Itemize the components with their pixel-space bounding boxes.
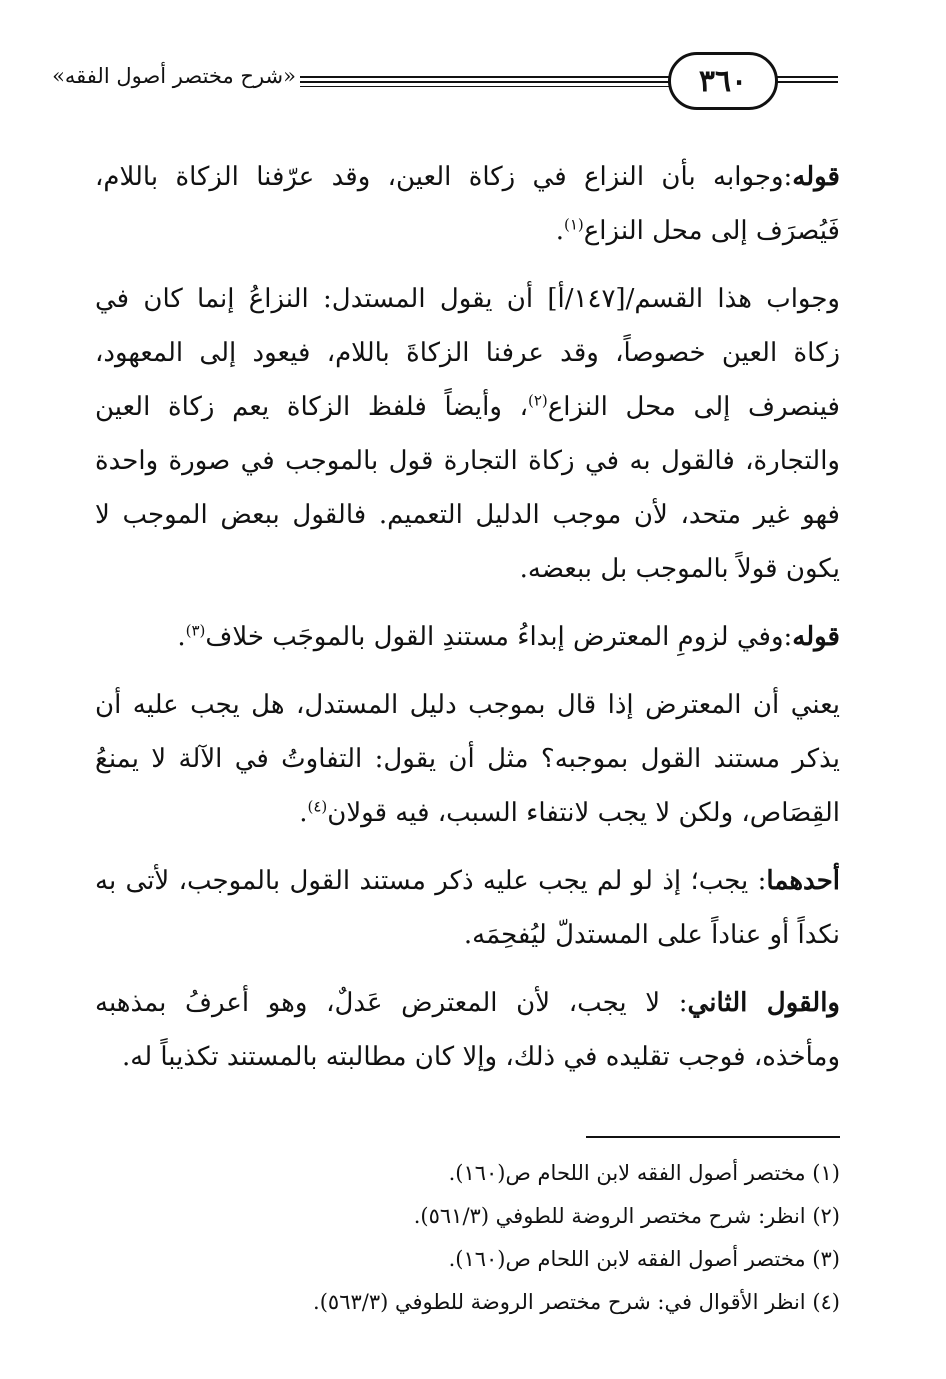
paragraph-lead: قوله bbox=[792, 622, 840, 652]
page-header bbox=[0, 48, 946, 128]
paragraph-text: : يجب؛ إذ لو لم يجب عليه ذكر مستند القول بالموجب، لأتى به نكداً أو عناداً على المستدلّ ليُفحِمَه. bbox=[95, 866, 840, 950]
paragraph-text: :وجوابه بأن النزاع في زكاة العين، وقد عرّفنا الزكاة باللام، فَيُصرَف إلى محل النزاع bbox=[95, 162, 840, 246]
footnote-ref: (٢) bbox=[527, 391, 548, 410]
main-text bbox=[95, 150, 840, 1098]
paragraph bbox=[95, 976, 840, 1084]
page-number-oval bbox=[668, 52, 778, 110]
paragraph bbox=[95, 678, 840, 840]
header-rule bbox=[300, 81, 670, 83]
paragraph-text: يعني أن المعترض إذا قال بموجب دليل المستدل، هل يجب عليه أن يذكر مستند القول بموجبه؟ مثل أن يقول: التفاوتُ في الآلة لا يمنعُ القِصَاص، ولكن لا يجب لانتفاء السبب، فيه قولان bbox=[95, 690, 840, 828]
paragraph-text: : لا يجب، لأن المعترض عَدلٌ، وهو أعرفُ بمذهبه ومأخذه، فوجب تقليده في ذلك، وإلا كان مطالبته بالمستند تكذيباً له. bbox=[95, 988, 840, 1072]
paragraph-lead: قوله bbox=[792, 162, 840, 192]
paragraph bbox=[95, 854, 840, 962]
footnote-separator bbox=[586, 1136, 840, 1138]
running-title: «شرح مختصر أصول الفقه» bbox=[52, 64, 296, 88]
footnote: (١) مختصر أصول الفقه لابن اللحام ص(١٦٠). bbox=[448, 1161, 840, 1185]
paragraph-tail: . bbox=[177, 622, 186, 652]
footnotes bbox=[95, 1152, 840, 1324]
header-rule bbox=[300, 86, 670, 87]
paragraph bbox=[95, 610, 840, 664]
header-rule bbox=[772, 76, 838, 78]
footnote: (٣) مختصر أصول الفقه لابن اللحام ص(١٦٠). bbox=[448, 1247, 840, 1271]
paragraph-lead: أحدهما bbox=[766, 866, 840, 896]
paragraph bbox=[95, 150, 840, 258]
footnote: (٤) انظر الأقوال في: شرح مختصر الروضة للطوفي (٥٦٣/٣). bbox=[313, 1290, 840, 1314]
header-rule bbox=[300, 76, 670, 78]
paragraph-tail: . bbox=[555, 216, 564, 246]
footnote-ref: (٣) bbox=[185, 621, 206, 640]
header-rule bbox=[772, 81, 838, 83]
paragraph-tail: . bbox=[299, 798, 308, 828]
paragraph-lead: والقول الثاني bbox=[687, 988, 840, 1018]
footnote-ref: (٤) bbox=[307, 797, 328, 816]
paragraph bbox=[95, 272, 840, 596]
footnote: (٢) انظر: شرح مختصر الروضة للطوفي (٥٦١/٣). bbox=[413, 1204, 840, 1228]
paragraph-text: وجواب هذا القسم/[١٤٧/أ] أن يقول المستدل: النزاعُ إنما كان في زكاة العين خصوصاً، وقد عرفنا الزكاةَ باللام، فيعود إلى المعهود، فينصرف إلى محل النزاع bbox=[95, 284, 840, 422]
footnote-ref: (١) bbox=[564, 215, 584, 234]
paragraph-text: :وفي لزومِ المعترض إبداءُ مستندِ القول بالموجَب خلاف bbox=[205, 622, 793, 652]
paragraph-tail: ، وأيضاً فلفظ الزكاة يعم زكاة العين والتجارة، فالقول به في زكاة التجارة قول بالموجب في صورة واحدة فهو غير متحد، لأن موجب الدليل التعميم. فالقول ببعض الموجب لا يكون قولاً بالموجب بل ببعضه. bbox=[95, 392, 840, 584]
page-number: ٣٦٠ bbox=[698, 63, 748, 99]
